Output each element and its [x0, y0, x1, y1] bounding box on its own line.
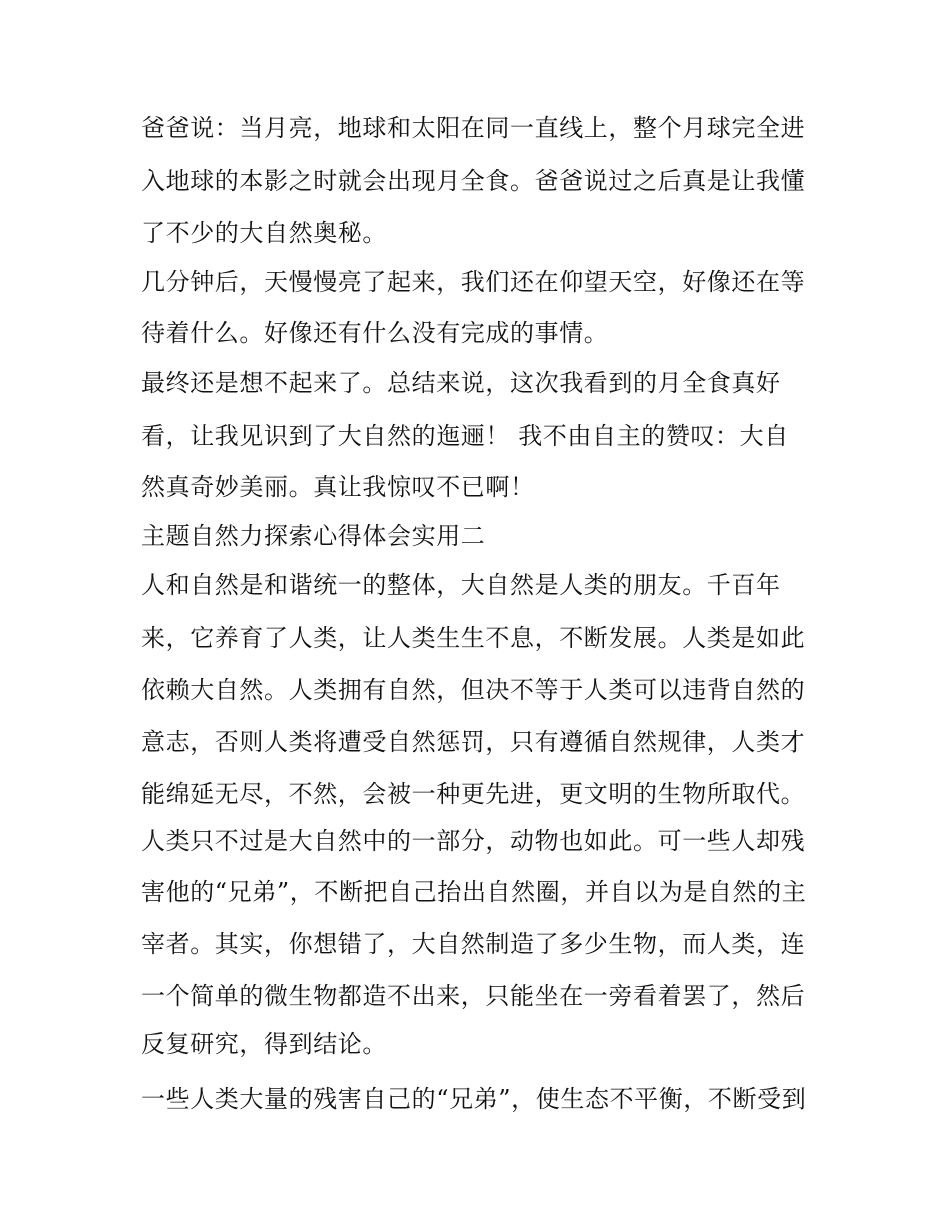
text-line: 爸爸说：当月亮，地球和太阳在同一直线上，整个月球完全进 [141, 114, 806, 142]
text-line: 宰者。其实，你想错了，大自然制造了多少生物，而人类，连 [141, 930, 806, 958]
text-line: 看，让我见识到了大自然的迤逦！ 我不由自主的赞叹：大自 [141, 422, 789, 450]
text-line: 入地球的本影之时就会出现月全食。爸爸说过之后真是让我懂 [141, 167, 806, 195]
section-heading: 主题自然力探索心得体会实用二 [141, 522, 486, 550]
text-line: 意志，否则人类将遭受自然惩罚，只有遵循自然规律，人类才 [141, 728, 806, 756]
text-line: 然真奇妙美丽。真让我惊叹不已啊！ [141, 473, 535, 501]
text-line: 人类只不过是大自然中的一部分，动物也如此。可一些人却残 [141, 827, 806, 855]
text-line: 一些人类大量的残害自己的“兄弟”，使生态不平衡，不断受到 [141, 1085, 807, 1113]
text-line: 待着什么。好像还有什么没有完成的事情。 [141, 319, 609, 347]
text-line: 一个简单的微生物都造不出来，只能坐在一旁看着罢了，然后 [141, 982, 806, 1010]
text-line: 能绵延无尽，不然，会被一种更先进，更文明的生物所取代。 [141, 780, 806, 808]
text-line: 来，它养育了人类，让人类生生不息，不断发展。人类是如此 [141, 624, 806, 652]
text-line: 依赖大自然。人类拥有自然，但决不等于人类可以违背自然的 [141, 676, 806, 704]
text-line: 最终还是想不起来了。总结来说，这次我看到的月全食真好 [141, 369, 781, 397]
text-line: 害他的“兄弟”，不断把自己抬出自然圈，并自以为是自然的主 [141, 878, 807, 906]
text-line: 几分钟后，天慢慢亮了起来，我们还在仰望天空，好像还在等 [141, 268, 806, 296]
text-line: 反复研究，得到结论。 [141, 1030, 387, 1058]
text-line: 了不少的大自然奥秘。 [141, 219, 387, 247]
text-line: 人和自然是和谐统一的整体，大自然是人类的朋友。千百年 [141, 571, 781, 599]
